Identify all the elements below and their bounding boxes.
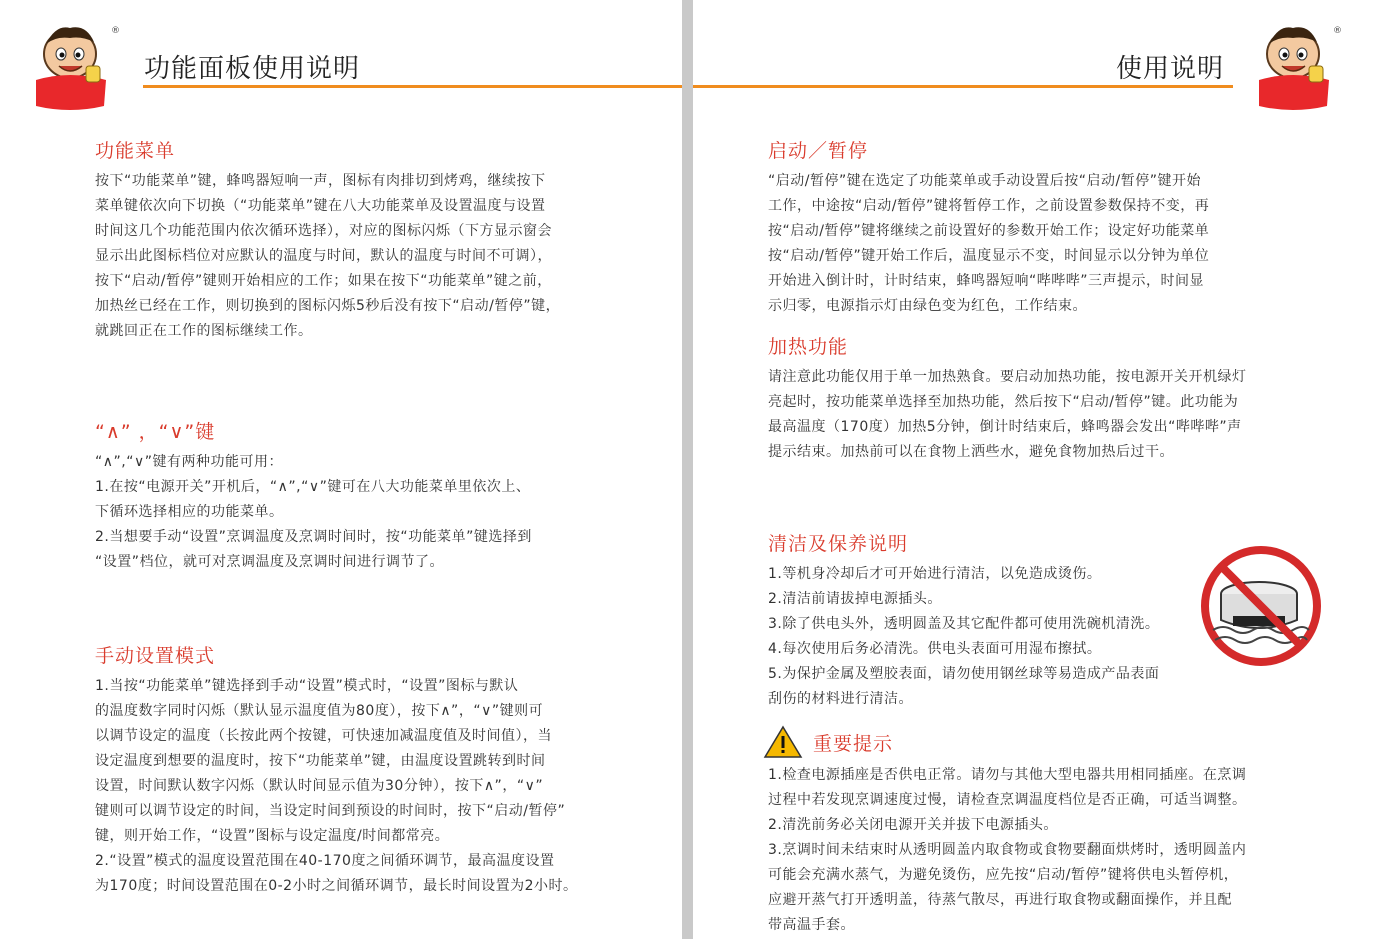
right-page bbox=[693, 0, 1375, 939]
text-line: “启动/暂停”键在选定了功能菜单或手动设置后按“启动/暂停”键开始 bbox=[768, 173, 1201, 189]
brand-logo-icon bbox=[1249, 14, 1339, 114]
section-title: 启动／暂停 bbox=[768, 140, 869, 162]
section-title: 重要提示 bbox=[813, 732, 894, 755]
text-line: 2.清洗前务必关闭电源开关并拔下电源插头。 bbox=[768, 817, 1058, 833]
text-line: 设置，时间默认数字闪烁（默认时间显示值为30分钟），按下∧”，“∨” bbox=[95, 778, 544, 794]
text-line: 带高温手套。 bbox=[768, 917, 855, 933]
text-line: 下循环选择相应的功能菜单。 bbox=[95, 504, 284, 520]
text-line: 以调节设定的温度（长按此两个按键，可快速加减温度值及时间值），当 bbox=[95, 728, 552, 744]
text-line: “设置”档位，就可对烹调温度及烹调时间进行调节了。 bbox=[95, 554, 445, 570]
text-line: 2.当想要手动“设置”烹调温度及烹调时间时，按“功能菜单”键选择到 bbox=[95, 529, 532, 545]
text-line: 工作，中途按“启动/暂停”键将暂停工作，之前设置参数保持不变，再 bbox=[768, 198, 1210, 214]
text-line: 1.在按“电源开关”开机后，“∧”,“∨”键可在八大功能菜单里依次上、 bbox=[95, 479, 531, 495]
section-heating bbox=[768, 332, 1247, 465]
text-line: 加热丝已经在工作，则切换到的图标闪烁5秒后没有按下“启动/暂停”键， bbox=[95, 298, 561, 314]
important-heading bbox=[763, 725, 1247, 759]
text-line: 键则可以调节设定的时间，当设定时间到预设的时间时，按下“启动/暂停” bbox=[95, 803, 566, 819]
text-line: 设定温度到想要的温度时，按下“功能菜单”键，由温度设置跳转到时间 bbox=[95, 753, 546, 769]
warning-triangle-icon bbox=[763, 725, 803, 759]
text-line: 开始进入倒计时，计时结束，蜂鸣器短响“哔哔哔”三声提示，时间显 bbox=[768, 273, 1205, 289]
right-page-title: 使用说明 bbox=[1116, 54, 1225, 84]
text-line: 1.当按“功能菜单”键选择到手动“设置”模式时，“设置”图标与默认 bbox=[95, 678, 519, 694]
section-start-pause bbox=[768, 136, 1209, 319]
registered-mark: ® bbox=[111, 26, 120, 36]
registered-mark: ® bbox=[1333, 26, 1342, 36]
text-line: 5.为保护金属及塑胶表面，请勿使用钢丝球等易造成产品表面 bbox=[768, 666, 1160, 682]
section-title: “∧” ，“∨”键 bbox=[95, 421, 216, 443]
section-function-menu bbox=[95, 136, 560, 344]
text-line: 为170度；时间设置范围在0-2小时之间循环调节，最长时间设置为2小时。 bbox=[95, 878, 578, 894]
text-line: 3.烹调时间未结束时从透明圆盖内取食物或食物要翻面烘烤时，透明圆盖内 bbox=[768, 842, 1247, 858]
left-page-title: 功能面板使用说明 bbox=[144, 54, 361, 84]
text-line: 按下“启动/暂停”键则开始相应的工作；如果在按下“功能菜单”键之前， bbox=[95, 273, 552, 289]
section-title: 加热功能 bbox=[768, 336, 849, 358]
text-line: 请注意此功能仅用于单一加热熟食。要启动加热功能，按电源开关开机绿灯 bbox=[768, 369, 1247, 385]
text-line: 2.“设置”模式的温度设置范围在40-170度之间循环调节，最高温度设置 bbox=[95, 853, 555, 869]
section-manual-mode bbox=[95, 641, 578, 899]
text-line: 按下“功能菜单”键，蜂鸣器短响一声，图标有肉排切到烤鸡，继续按下 bbox=[95, 173, 546, 189]
section-title: 功能菜单 bbox=[95, 140, 176, 162]
section-important bbox=[763, 725, 1247, 938]
left-page bbox=[0, 0, 682, 939]
text-line: 的温度数字同时闪烁（默认显示温度值为80度），按下∧”，“∨”键则可 bbox=[95, 703, 544, 719]
text-line: 1.检查电源插座是否供电正常。请勿与其他大型电器共用相同插座。在烹调 bbox=[768, 767, 1247, 783]
text-line: 按“启动/暂停”键开始工作后，温度显示不变，时间显示以分钟为单位 bbox=[768, 248, 1210, 264]
text-line: 2.清洁前请拔掉电源插头。 bbox=[768, 591, 942, 607]
text-line: 键，则开始工作，“设置”图标与设定温度/时间都常亮。 bbox=[95, 828, 450, 844]
text-line: 显示出此图标档位对应默认的温度与时间，默认的温度与时间不可调）， bbox=[95, 248, 552, 264]
text-line: 最高温度（170度）加热5分钟，倒计时结束后，蜂鸣器会发出“哔哔哔”声 bbox=[768, 419, 1242, 435]
text-line: 提示结束。加热前可以在食物上洒些水，避免食物加热后过干。 bbox=[768, 444, 1174, 460]
text-line: 1.等机身冷却后才可开始进行清洁，以免造成烫伤。 bbox=[768, 566, 1102, 582]
no-dishwasher-icon bbox=[1199, 544, 1323, 668]
text-line: 就跳回正在工作的图标继续工作。 bbox=[95, 323, 313, 339]
text-line: 时间这几个功能范围内依次循环选择），对应的图标闪烁（下方显示窗会 bbox=[95, 223, 552, 239]
text-line: 过程中若发现烹调速度过慢，请检查烹调温度档位是否正确，可适当调整。 bbox=[768, 792, 1247, 808]
text-line: 菜单键依次向下切换（“功能菜单”键在八大功能菜单及设置温度与设置 bbox=[95, 198, 546, 214]
section-title: 手动设置模式 bbox=[95, 645, 216, 667]
section-title: 清洁及保养说明 bbox=[768, 533, 909, 555]
section-up-down-keys bbox=[95, 417, 532, 575]
text-line: “∧”,“∨”键有两种功能可用： bbox=[95, 454, 283, 470]
text-line: 4.每次使用后务必清洗。供电头表面可用湿布擦拭。 bbox=[768, 641, 1102, 657]
right-header-divider bbox=[693, 85, 1233, 88]
section-cleaning bbox=[768, 529, 1159, 712]
text-line: 3.除了供电头外，透明圆盖及其它配件都可使用洗碗机清洗。 bbox=[768, 616, 1160, 632]
text-line: 刮伤的材料进行清洁。 bbox=[768, 691, 913, 707]
page-gutter bbox=[682, 0, 693, 939]
text-line: 示归零，电源指示灯由绿色变为红色，工作结束。 bbox=[768, 298, 1087, 314]
left-header-divider bbox=[143, 85, 682, 88]
text-line: 可能会充满水蒸气，为避免烫伤，应先按“启动/暂停”键将供电头暂停机， bbox=[768, 867, 1239, 883]
text-line: 应避开蒸气打开透明盖，待蒸气散尽，再进行取食物或翻面操作，并且配 bbox=[768, 892, 1232, 908]
text-line: 按“启动/暂停”键将继续之前设置好的参数开始工作；设定好功能菜单 bbox=[768, 223, 1210, 239]
brand-logo-icon bbox=[26, 14, 116, 114]
text-line: 亮起时，按功能菜单选择至加热功能，然后按下“启动/暂停”键。此功能为 bbox=[768, 394, 1239, 410]
